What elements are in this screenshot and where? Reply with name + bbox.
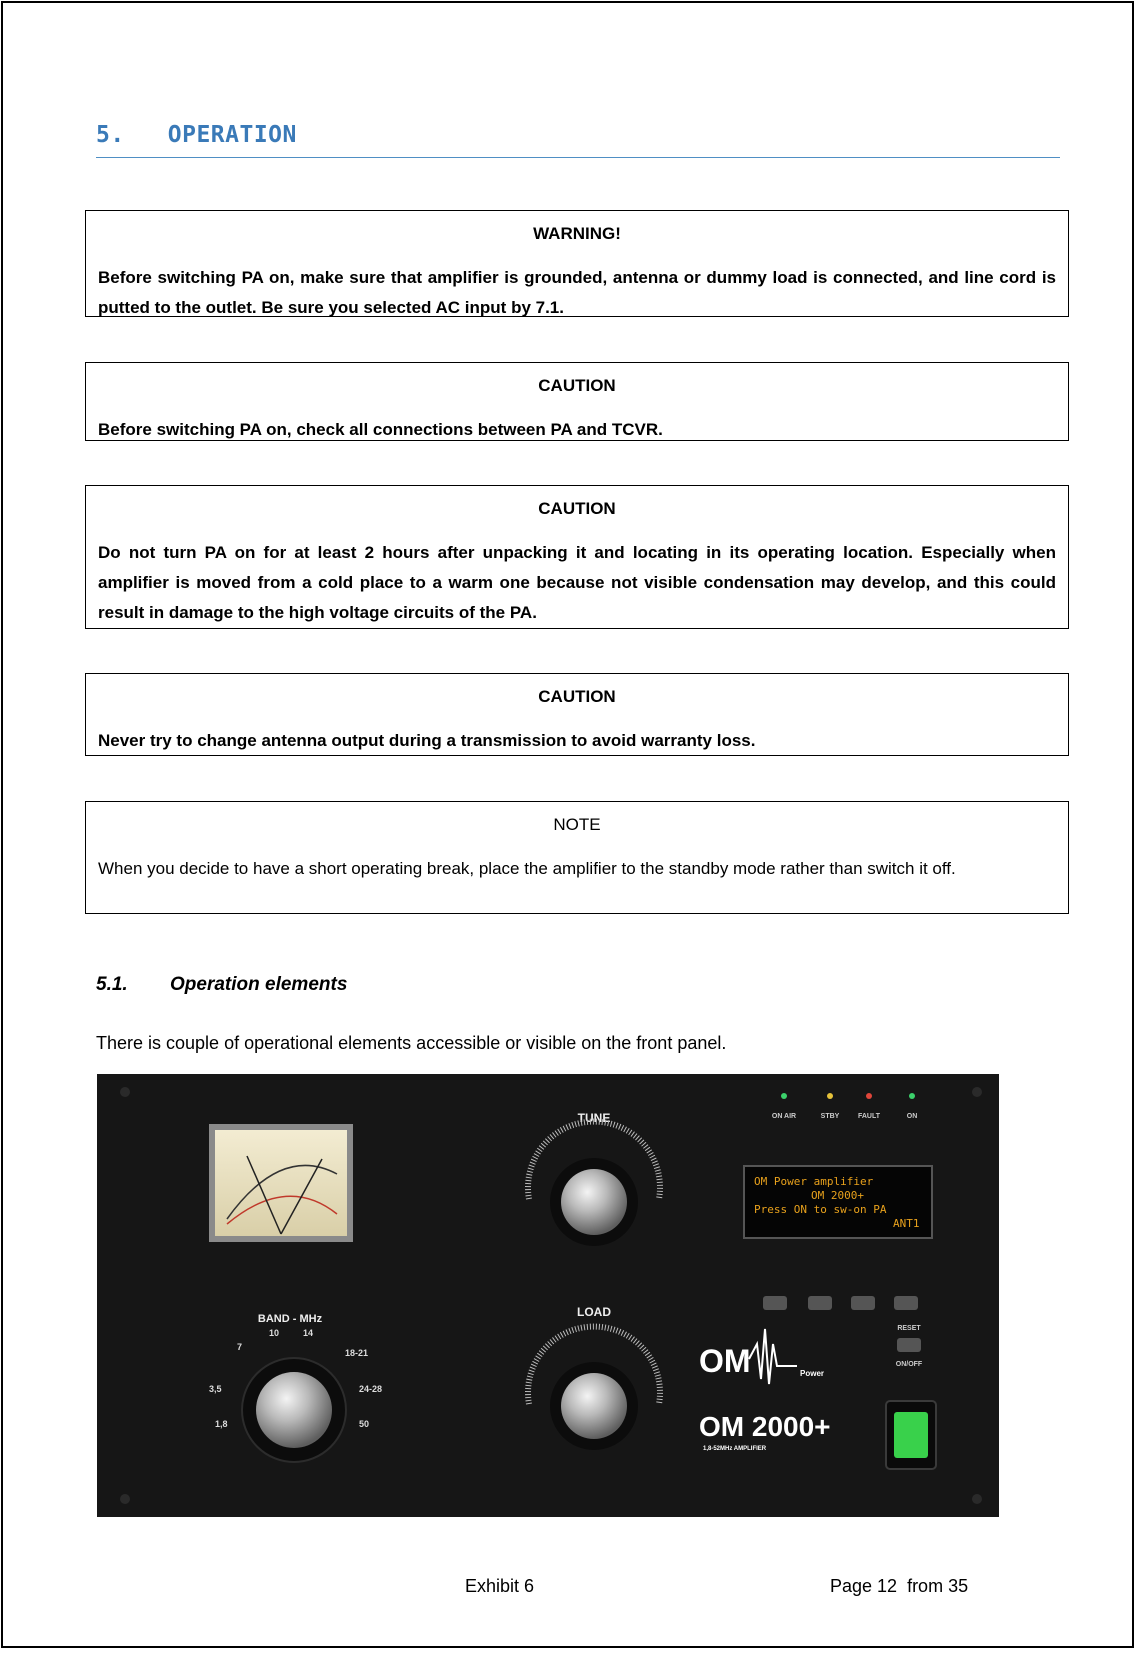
brand-logo: OM bbox=[699, 1343, 751, 1379]
led-stby bbox=[827, 1093, 833, 1099]
led-label: ON AIR bbox=[771, 1113, 797, 1120]
exhibit-label: Exhibit 6 bbox=[465, 1576, 535, 1596]
led-label: STBY bbox=[820, 1113, 840, 1120]
notice-title: NOTE bbox=[553, 815, 601, 834]
display-line: OM 2000+ bbox=[811, 1189, 864, 1202]
led-label: ON bbox=[906, 1113, 918, 1120]
notice-title: CAUTION bbox=[538, 376, 616, 395]
display-line: OM Power amplifier bbox=[754, 1175, 874, 1188]
band-mark: 3,5 bbox=[209, 1384, 222, 1394]
caution-box bbox=[85, 485, 1069, 629]
notice-body: When you decide to have a short operating break, place the amplifier to the standby mode rather than switch it off. bbox=[98, 859, 956, 878]
section-heading bbox=[96, 122, 1060, 158]
warning-box bbox=[85, 210, 1069, 317]
display-line: ANT1 bbox=[893, 1217, 920, 1230]
model-sub: 1,8-52MHz AMPLIFIER bbox=[703, 1446, 767, 1452]
subsection-title: Operation elements bbox=[170, 974, 348, 995]
section-number: 5. bbox=[96, 122, 125, 148]
caution-box bbox=[85, 673, 1069, 756]
notice-title: CAUTION bbox=[538, 687, 616, 706]
lcd-display bbox=[744, 1166, 932, 1238]
band-mark: 50 bbox=[359, 1419, 370, 1429]
soft-key-3[interactable] bbox=[851, 1296, 875, 1310]
intro-paragraph: There is couple of operational elements accessible or visible on the front panel. bbox=[96, 1033, 727, 1053]
led-label: FAULT bbox=[857, 1113, 881, 1120]
notice-title: CAUTION bbox=[538, 499, 616, 518]
note-box bbox=[85, 801, 1069, 914]
load-label: LOAD bbox=[577, 1305, 611, 1319]
tune-knob[interactable] bbox=[561, 1169, 627, 1235]
soft-key-2[interactable] bbox=[808, 1296, 832, 1310]
band-label: BAND - MHz bbox=[257, 1313, 323, 1325]
soft-key-1[interactable] bbox=[763, 1296, 787, 1310]
page-number: Page 12 from 35 bbox=[830, 1576, 969, 1596]
front-panel-photo bbox=[97, 1074, 999, 1517]
section-title: OPERATION bbox=[167, 122, 297, 148]
reset-button[interactable] bbox=[897, 1338, 921, 1352]
soft-key-4[interactable] bbox=[894, 1296, 918, 1310]
band-mark: 10 bbox=[269, 1328, 280, 1338]
band-mark: 18-21 bbox=[345, 1348, 369, 1358]
notice-body: Before switching PA on, check all connections between PA and TCVR. bbox=[98, 420, 663, 439]
led-on bbox=[909, 1093, 915, 1099]
band-knob[interactable] bbox=[256, 1372, 332, 1448]
band-mark: 24-28 bbox=[359, 1384, 383, 1394]
led-on-air bbox=[781, 1093, 787, 1099]
led-fault bbox=[866, 1093, 872, 1099]
notice-body: Before switching PA on, make sure that amplifier is grounded, antenna or dummy load is connected, and line cord is putted to the outlet. Be sure you selected AC input by 7.1. bbox=[98, 268, 1056, 317]
notice-body: Never try to change antenna output during a transmission to avoid warranty loss. bbox=[98, 731, 756, 750]
subsection-heading bbox=[96, 974, 347, 996]
reset-label: RESET bbox=[897, 1325, 921, 1332]
band-mark: 14 bbox=[303, 1328, 314, 1338]
notice-title: WARNING! bbox=[533, 224, 621, 243]
band-mark: 7 bbox=[237, 1342, 243, 1352]
display-line: Press ON to sw-on PA bbox=[754, 1203, 887, 1216]
power-switch[interactable] bbox=[894, 1412, 928, 1458]
onoff-label: ON/OFF bbox=[895, 1361, 923, 1368]
subsection-number: 5.1. bbox=[96, 974, 128, 995]
model-name: OM 2000+ bbox=[699, 1411, 831, 1442]
band-mark: 1,8 bbox=[215, 1419, 228, 1429]
tune-label: TUNE bbox=[577, 1111, 611, 1125]
notice-body: Do not turn PA on for at least 2 hours after unpacking it and locating in its operating location. Especially when amplifier is moved from a cold place to a warm one because not visible condensation may develop, and this could result in damage to the high voltage circuits of the PA. bbox=[98, 543, 1056, 622]
swr-meter bbox=[209, 1124, 353, 1242]
caution-box bbox=[85, 362, 1069, 441]
load-knob[interactable] bbox=[561, 1373, 627, 1439]
brand-sub: Power bbox=[800, 1369, 825, 1378]
